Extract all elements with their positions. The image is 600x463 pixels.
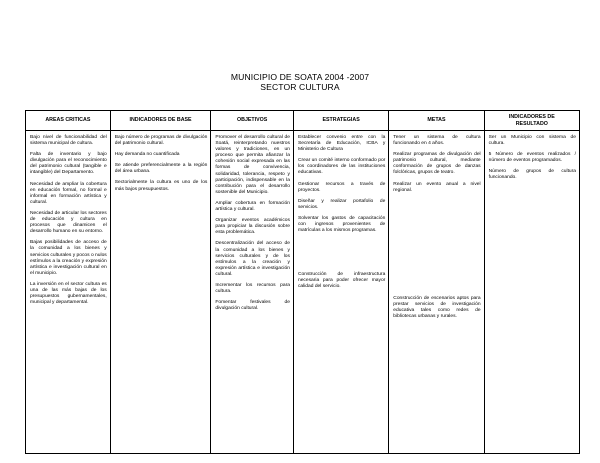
text-paragraph: Promover el desarrollo cultural de Soatá, reinterpretando nuestros valores y tradiciones, en un proceso que permita afianzar la cohesión social expresada en las formas de convivencia, solidaridad, tolerancia, respeto y participación, indispensable en la contribución para el desarrollo sostenible del Municipio. [215, 135, 290, 195]
text-paragraph: Falta de inventario y bajo divulgación para el reconocimiento del patrimonio cultural (tangible e intangible) del Departamento. [30, 152, 107, 176]
text-paragraph: Tener un sistema de cultura funcionando en 4 años. [393, 135, 481, 147]
cell-areas-criticas [26, 131, 111, 454]
text-paragraph: Construcción de escenarios aptos para prestar servicios de investigación educativa tales como redes de bibliotecas urbanas y rurales. [393, 295, 481, 320]
text-paragraph: Necesidad de articular los sectores de educación y cultura en procesos que dinamicen el desarrollo humano en su entorno. [30, 210, 107, 235]
header-estrategias: ESTRATEGIAS [293, 111, 388, 131]
text-paragraph: Crear un comité interno conformado por los coordinadores de las instituciones educativas. [297, 158, 386, 176]
text-paragraph: Solventar los gastos de capacitación con ingresos provenientes de matrículas a los mismos programas. [297, 215, 386, 234]
text-paragraph: Bajas posibilidades de acceso de la comunidad a los bienes y servicios culturales y pocos o nulos estímulos a la creación y expresión artística e investigación cultural en el municipio. [30, 240, 107, 276]
cell-metas [389, 131, 484, 454]
cell-indicadores-base [110, 131, 211, 454]
text-paragraph: Bajo número de programas de divulgación del patrimonio cultural. [114, 135, 208, 147]
text-paragraph: Fomentar festivales de divulgación cultural. [215, 300, 290, 312]
text-paragraph: Organizar eventos académicos para propiciar la discusión sobre esta problemática. [215, 218, 290, 236]
header-indicadores-resultado [484, 111, 579, 131]
cell-estrategias [293, 131, 388, 454]
text-paragraph: Bajo nivel de funcionabilidad del sistema municipal de cultura. [30, 135, 107, 147]
text-paragraph: Hay demanda no cuantificada [114, 152, 180, 158]
table-header-row [26, 111, 580, 131]
header-indicadores-base: INDICADORES DE BASE [110, 111, 211, 131]
text-paragraph: Necesidad de ampliar la cobertura en educación formal, no formal e informal en formación artística y cultural. [30, 181, 107, 205]
text-paragraph: Ampliar cobertura en formación artística y cultural. [215, 200, 290, 213]
text-paragraph: Ser un Municipio con sistema de cultura. [488, 135, 576, 147]
text-paragraph: Construcción de infraestructura necesaria para poder ofrecer mayor calidad del servicio. [297, 272, 386, 290]
cell-objetivos [211, 131, 294, 454]
text-paragraph: Incrementar los recursos para cultura. [215, 282, 290, 295]
culture-plan-table [25, 110, 580, 454]
text-paragraph: Gestionar recursos a través de proyectos. [297, 181, 386, 193]
text-paragraph: Sectorialmente la cultura es uno de los más bajos presupuestos. [114, 180, 208, 192]
title-municipality: MUNICIPIO DE SOATA 2004 -2007 [230, 72, 370, 82]
text-paragraph: Descentralización del acceso de la comunidad a los bienes y servicios culturales y de los estímulos a la creación y expresión artística e investigación cultural. [215, 241, 290, 277]
document-title [0, 72, 600, 92]
text-paragraph: Realizar un evento anual a nivel regional. [393, 181, 481, 193]
title-sector: SECTOR CULTURA [260, 82, 340, 92]
text-paragraph: Se atiende preferencialmente a la región del área urbana. [114, 163, 208, 175]
header-areas-criticas: AREAS CRITICAS [26, 111, 111, 131]
header-indicadores-resultado-label: INDICADORES DE RESULTADO [508, 114, 555, 127]
text-paragraph: Número de grupos de cultura funcionando. [488, 169, 576, 181]
text-paragraph: 5 Número de eventos realizados / número de eventos programados. [488, 152, 576, 164]
table-row [26, 131, 580, 454]
header-metas: METAS [389, 111, 484, 131]
text-paragraph: Diseñar y realizar portafolio de servicios. [297, 198, 386, 210]
text-paragraph: La inversión en el sector cultura es una de las más bajas de los presupuestos gubernamentales, municipal y departamental. [30, 281, 107, 306]
header-objetivos: OBJETIVOS [211, 111, 294, 131]
cell-indicadores-resultado [484, 131, 579, 454]
text-paragraph: Realizar programas de divulgación del patrimonio cultural, mediante conformación de grupos de danzas folclóricas, grupos de teatro. [393, 152, 481, 176]
text-paragraph: Establecer convenio entre con la Secretaría de Educación, ICBA y Ministerio de Cultura [297, 135, 386, 153]
